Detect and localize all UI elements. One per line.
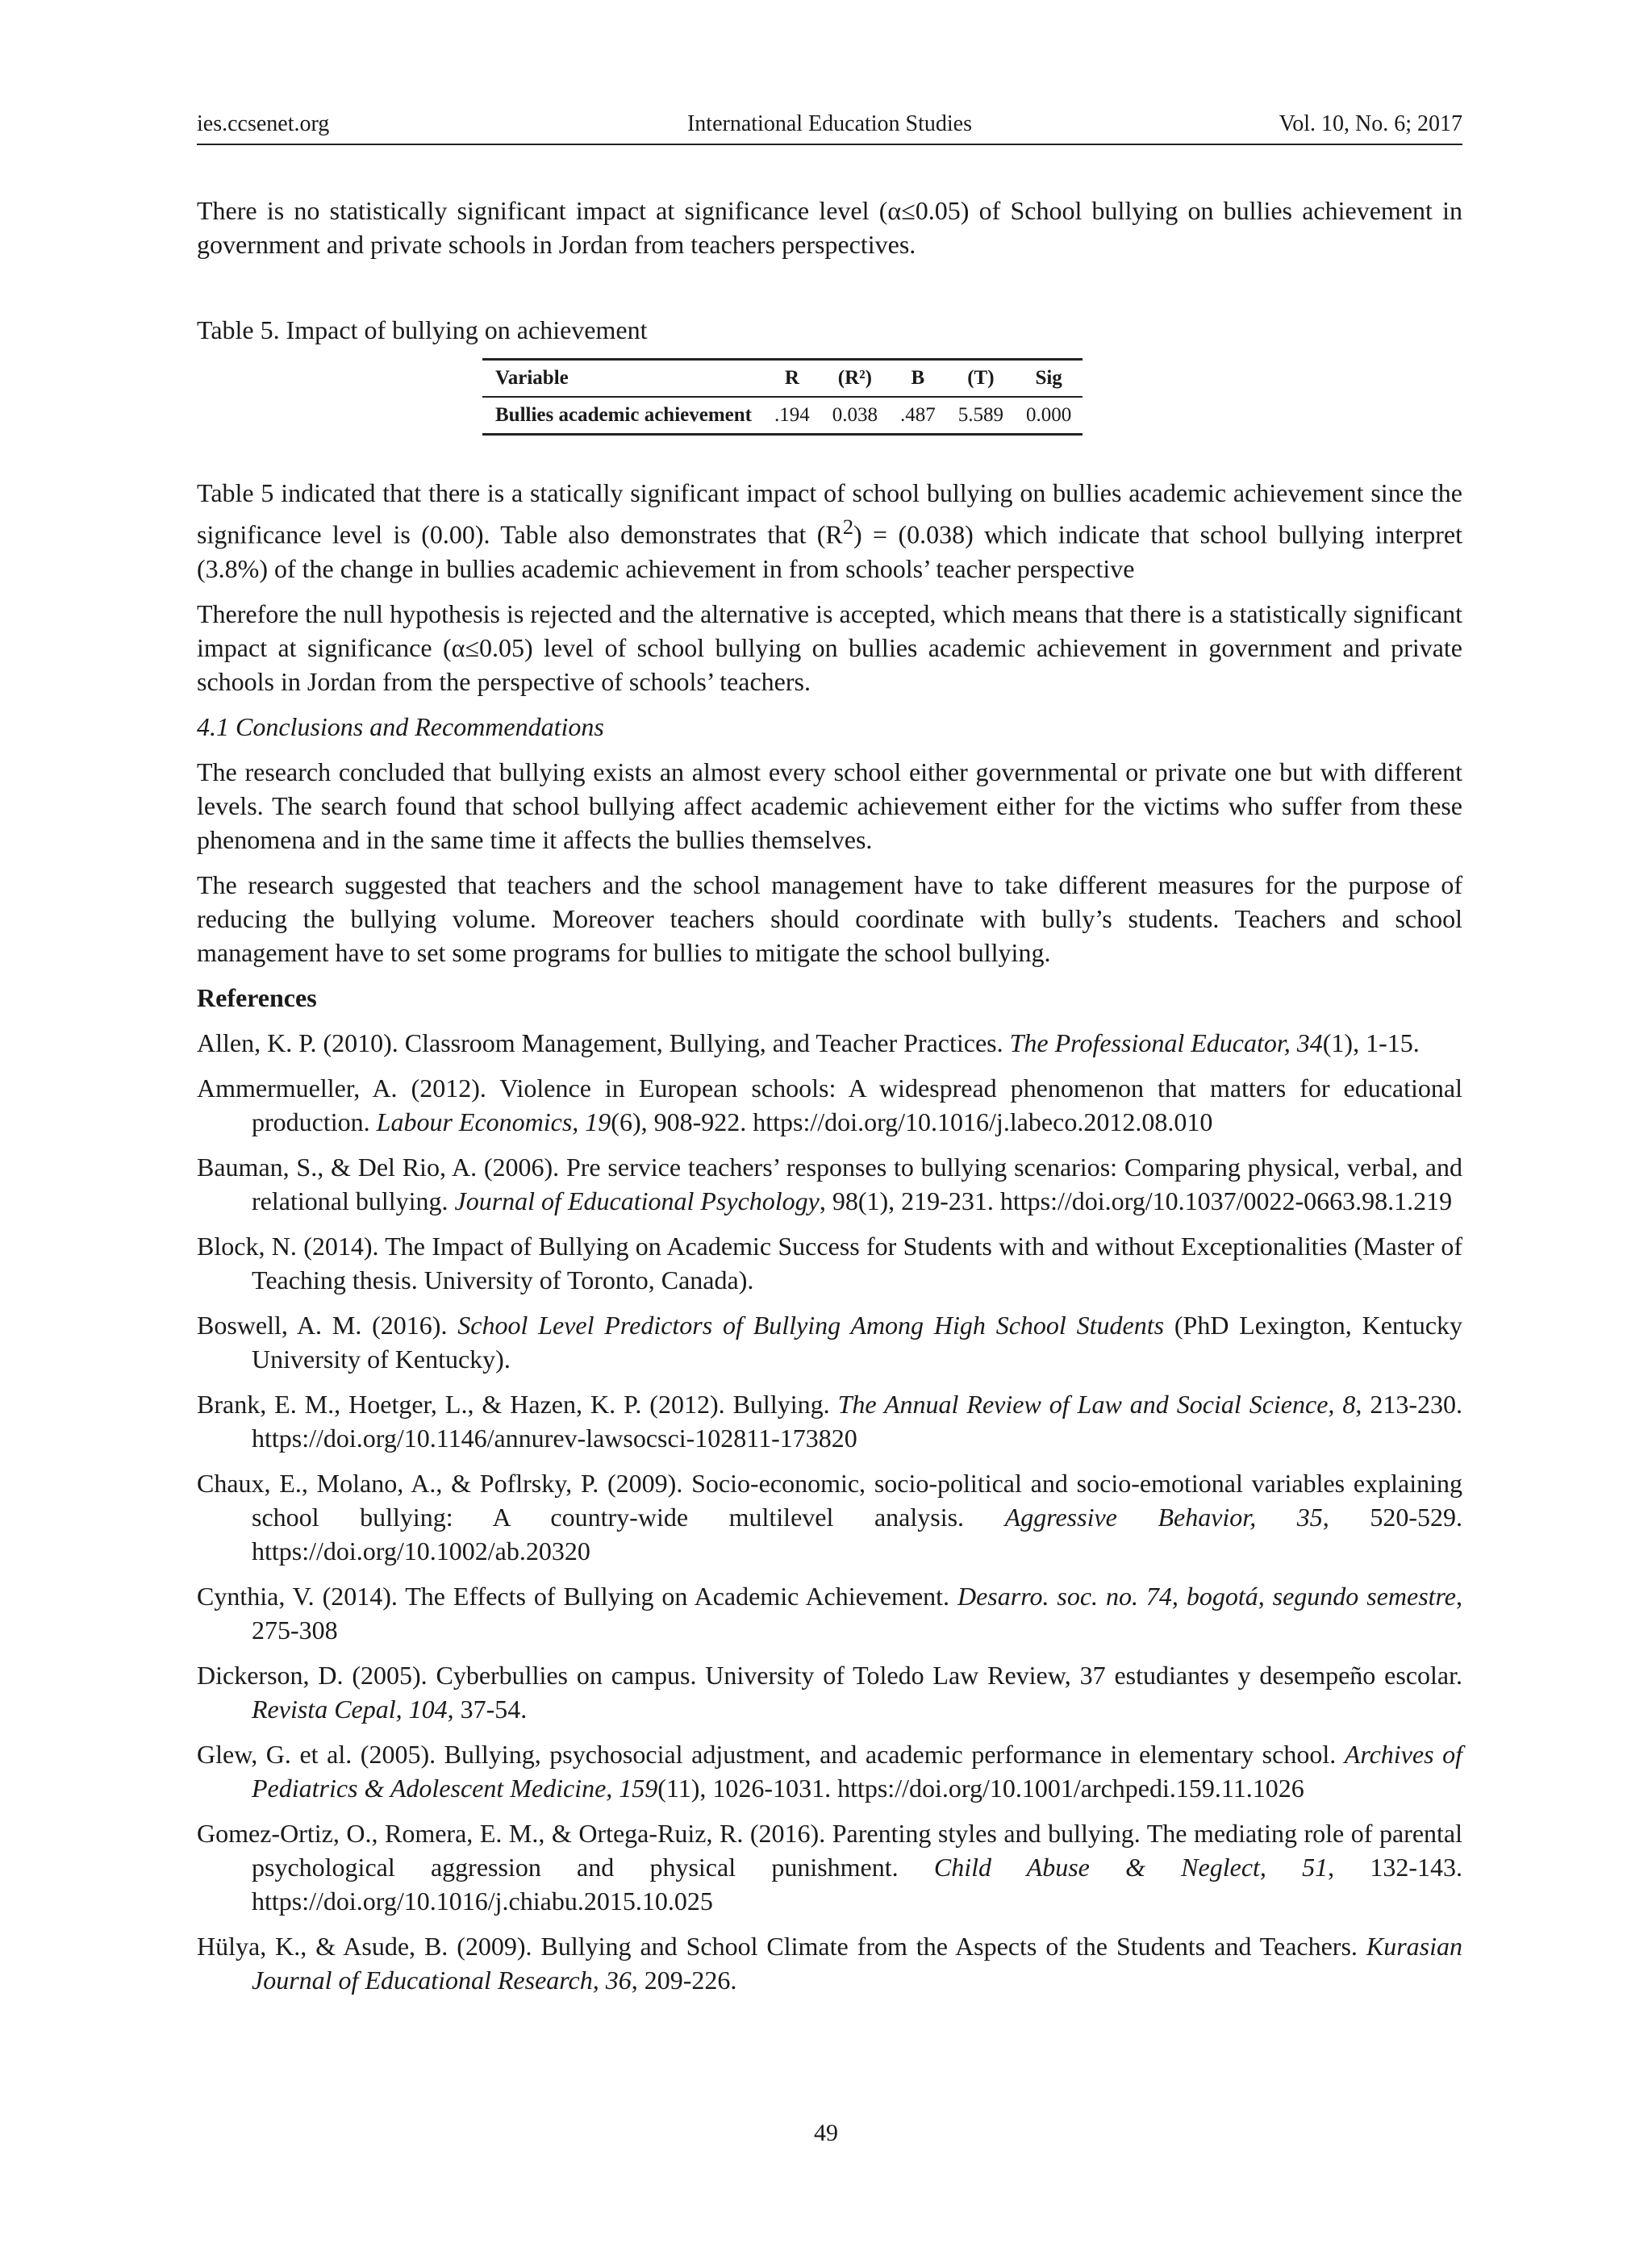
table-header-cell: (R²) <box>837 367 872 389</box>
table-cell: Bullies academic achievement <box>495 404 752 426</box>
reference-item: Block, N. (2014). The Impact of Bullying on Academic Success for Students with and without Exceptionalities (Master of Teaching thesis. University of Toronto, Canada). <box>197 1231 1462 1295</box>
reference-item: Allen, K. P. (2010). Classroom Management, Bullying, and Teacher Practices. The Professional Educator, 34(1), 1-15. <box>197 1028 1420 1057</box>
table-header-cell: B <box>911 367 925 389</box>
hypothesis-paragraph: Therefore the null hypothesis is rejected and the alternative is accepted, which means that there is a statistically significant impact at significance (α≤0.05) level of school bullying on bullies academic achievement in government and private schools in Jordan from the perspective of schools’ teachers. <box>197 598 1462 696</box>
table-header-cell: (T) <box>967 367 995 389</box>
intro-paragraph: There is no statistically significant impact at significance level (α≤0.05) of School bullying on bullies achievement in government and private schools in Jordan from teachers perspectives. <box>197 196 1462 259</box>
page-number: 49 <box>814 2120 838 2146</box>
header-volume: Vol. 10, No. 6; 2017 <box>1279 111 1462 136</box>
table-cell: .194 <box>774 404 810 426</box>
reference-item: Brank, E. M., Hoetger, L., & Hazen, K. P. (2012). Bullying. The Annual Review of Law and Social Science, 8, 213-230. https://doi.org/10.1146/annurev-lawsocsci-102811-173820 <box>197 1389 1463 1453</box>
table-header-cell: Variable <box>495 367 569 389</box>
reference-item: Chaux, E., Molano, A., & Poflrsky, P. (2009). Socio-economic, socio-political and socio-emotional variables explaining school bullying: A country-wide multilevel analysis. Aggressive Behavior, 35, 520-529. https://doi.org/10.1002/ab.20320 <box>197 1468 1463 1566</box>
reference-item: Cynthia, V. (2014). The Effects of Bullying on Academic Achievement. Desarro. soc. no. 74, bogotá, segundo semestre, 275-308 <box>197 1581 1463 1645</box>
table-header-cell: Sig <box>1035 367 1062 389</box>
table-row <box>482 397 1083 435</box>
conclusion-paragraph: The research suggested that teachers and the school management have to take different measures for the purpose of reducing the bullying volume. Moreover teachers should coordinate with bully’s students. Teachers and school management have to set some programs for bullies to mitigate the school bullying. <box>197 869 1462 967</box>
reference-item: Glew, G. et al. (2005). Bullying, psychosocial adjustment, and academic performance in elementary school. Archives of Pediatrics & Adolescent Medicine, 159(11), 1026-1031. https://doi.org/10.1001/archpedi.159.11.1026 <box>197 1739 1463 1803</box>
header-journal: International Education Studies <box>686 111 973 136</box>
table-cell: .487 <box>900 404 936 426</box>
reference-item: Ammermueller, A. (2012). Violence in European schools: A widespread phenomenon that matters for educational production. Labour Economics, 19(6), 908-922. https://doi.org/10.1016/j.labeco.2012.08.010 <box>197 1073 1462 1136</box>
header-site: ies.ccsenet.org <box>197 111 330 136</box>
table-cell: 5.589 <box>957 404 1003 426</box>
table-header-row <box>482 360 1083 398</box>
conclusion-paragraph: The research concluded that bullying exists an almost every school either governmental or private one but with different levels. The search found that school bullying affect academic achievement either for the victims who suffer from these phenomena and in the same time it affects the bullies themselves. <box>197 757 1462 854</box>
reference-item: Gomez-Ortiz, O., Romera, E. M., & Ortega-Ruiz, R. (2016). Parenting styles and bullying. The mediating role of parental psychological aggression and physical punishment. Child Abuse & Neglect, 51, 132-143. https://doi.org/10.1016/j.chiabu.2015.10.025 <box>197 1818 1463 1916</box>
reference-item: Bauman, S., & Del Rio, A. (2006). Pre service teachers’ responses to bullying scenarios: Comparing physical, verbal, and relational bullying. Journal of Educational Psychology, 98(1), 219-231. https://doi.org/10.1037/0022-0663.98.1.219 <box>197 1152 1462 1215</box>
results-table <box>482 358 1083 436</box>
reference-item: Hülya, K., & Asude, B. (2009). Bullying and School Climate from the Aspects of the Students and Teachers. Kurasian Journal of Educational Research, 36, 209-226. <box>197 1931 1462 1995</box>
table-discussion: Table 5 indicated that there is a statically significant impact of school bullying on bullies academic achievement since the significance level is (0.00). Table also demonstrates that $(R^2) = (0.038)$ which indicate that school bullying interpret (3.8%) of the change in bullies academic achievement in from schools’ teacher perspective <box>197 478 1463 583</box>
table-cell: 0.000 <box>1026 404 1072 426</box>
table-caption: Table 5. Impact of bullying on achievement <box>197 315 648 344</box>
page-body <box>197 194 1462 2008</box>
running-header <box>197 111 1462 145</box>
table-cell: 0.038 <box>832 404 878 426</box>
section-heading: 4.1 Conclusions and Recommendations <box>197 711 604 741</box>
reference-item: Boswell, A. M. (2016). School Level Predictors of Bullying Among High School Students (PhD Lexington, Kentucky University of Kentucky). <box>197 1310 1463 1374</box>
references-heading: References <box>197 982 317 1012</box>
table-header-cell: R <box>784 367 799 389</box>
reference-list <box>197 1026 1462 1997</box>
reference-item: Dickerson, D. (2005). Cyberbullies on campus. University of Toledo Law Review, 37 estudiantes y desempeño escolar. Revista Cepal, 104, 37-54. <box>197 1660 1462 1724</box>
